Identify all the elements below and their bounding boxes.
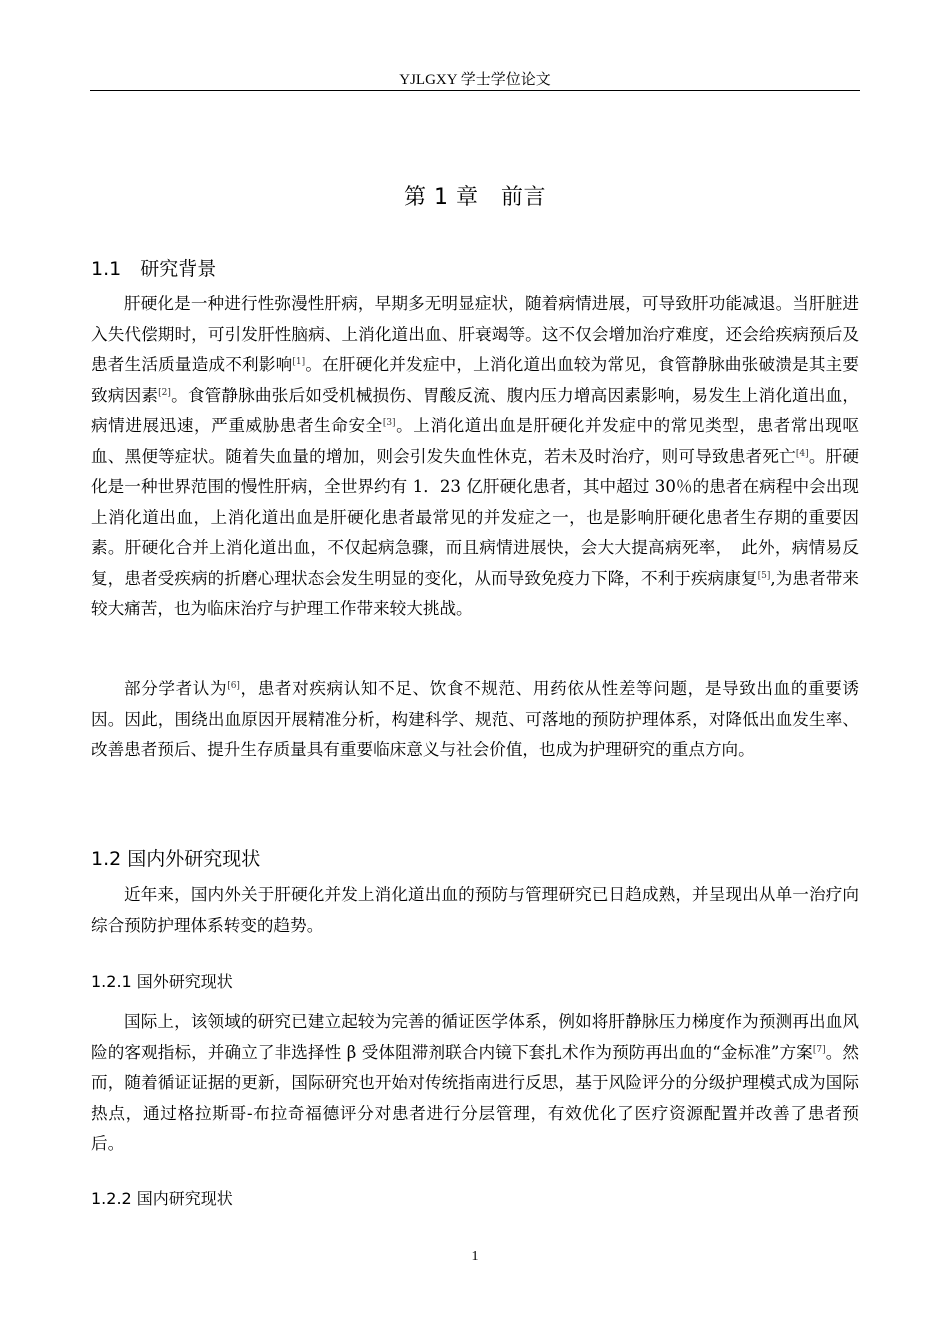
text-run: 。上消化道出血是肝硬化并发症中的常见类型，患者常出现呕血、黑便等症状。随着失血量的增加，则会引发失血性休克，若未及时治疗，则可导致患者死亡 — [91, 416, 860, 466]
citation-ref[interactable]: [6] — [227, 681, 240, 691]
text-run: 肝硬化是一种进行性弥漫性肝病，早期多无明显症状，随着病情进展，可导致肝功能减退。当肝脏进入失代偿期时，可引发肝性脑病、上消化道出血、肝衰竭等。这不仅会增加治疗难度，还会给疾病预后及患者生活质量造成不利影响 — [91, 294, 859, 374]
text-run: 国际上，该领域的研究已建立起较为完善的循证医学体系，例如将肝静脉压力梯度作为预测再出血风险的客观指标，并确立了非选择性 β 受体阻滞剂联合内镜下套扎术作为预防再出血的“金标准”方案 — [91, 1012, 859, 1062]
citation-ref[interactable]: [2] — [158, 387, 171, 398]
citation-ref[interactable]: [1] — [292, 357, 306, 367]
text-run: 。肝硬化是一种世界范围的慢性肝病，全世界约有 1．23 亿肝硬化患者，其中超过 30％的患者在病程中会出现上消化道出血，上消化道出血是肝硬化患者最常见的并发症之一，也是影响肝硬化患者生存期的重要因素。肝硬化合并上消化道出血，不仅起病急骤，而且病情进展快，会大大提高病死率， 此外，病情易反复，患者受疾病的折磨心理状态会发生明显的变化，从而导致免疫力下降，不利于疾病康复 — [91, 446, 860, 588]
header-rule — [90, 90, 860, 91]
text-run: 。然而，随着循证证据的更新，国际研究也开始对传统指南进行反思，基于风险评分的分级护理模式成为国际热点，通过格拉斯哥-布拉奇福德评分对患者进行分层管理，有效优化了医疗资源配置并改善了患者预后。 — [91, 1042, 860, 1153]
citation-ref[interactable]: [7] — [812, 1044, 826, 1055]
citation-ref[interactable]: [4] — [795, 448, 809, 459]
section-heading-1-1: 1.1 研究背景 — [91, 258, 217, 280]
paragraph-status-intro: 近年来，国内外关于肝硬化并发上消化道出血的预防与管理研究已日趋成熟，并呈现出从单一治疗向综合预防护理体系转变的趋势。 — [91, 885, 859, 935]
text-run: 部分学者认为 — [124, 679, 228, 698]
running-header: YJLGXY 学士学位论文 — [399, 72, 551, 88]
section-heading-1-2: 1.2 国内外研究现状 — [91, 848, 261, 870]
paragraph-background-2 — [91, 674, 859, 766]
text-run: 。在肝硬化并发症中，上消化道出血较为常见，食管静脉曲张破溃是其主要致病因素 — [91, 355, 860, 405]
text-run: ，患者对疾病认知不足、饮食不规范、用药依从性差等问题，是导致出血的重要诱因。因此，围绕出血原因开展精准分析，构建科学、规范、可落地的预防护理体系，对降低出血发生率、改善患者预后、提升生存质量具有重要临床意义与社会价值，也成为护理研究的重点方向。 — [91, 679, 860, 759]
paragraph-background-1 — [91, 289, 859, 625]
citation-ref[interactable]: [3] — [382, 418, 396, 428]
chapter-title: 第 1 章 前言 — [404, 185, 546, 210]
citation-ref[interactable]: [5] — [757, 570, 771, 581]
text-run: 。食管静脉曲张后如受机械损伤、胃酸反流、腹内压力增高因素影响，易发生上消化道出血，病情进展迅速，严重威胁患者生命安全 — [91, 385, 860, 435]
paragraph-foreign-status — [91, 1007, 859, 1160]
section-heading-1-2-2: 1.2.2 国内研究现状 — [91, 1189, 233, 1208]
section-heading-1-2-1: 1.2.1 国外研究现状 — [91, 972, 233, 991]
text-run: ,为患者带来较大痛苦，也为临床治疗与护理工作带来较大挑战。 — [91, 568, 859, 618]
page-number: 1 — [471, 1249, 479, 1264]
